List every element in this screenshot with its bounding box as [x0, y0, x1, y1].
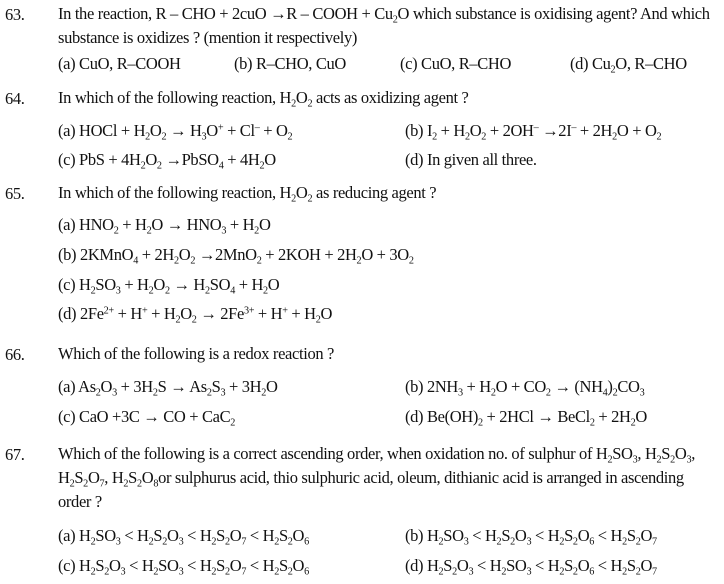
question-stem: In which of the following reaction, $H_2O_2$ as reducing agent ? [58, 183, 437, 205]
option-c: (c) CuO, R–CHO [400, 54, 512, 73]
question-number: 65. [5, 184, 25, 203]
option-b: (b) R–CHO, CuO [234, 54, 346, 73]
option-c: (c) CaO +3C → CO + CaC$_2$ [58, 407, 235, 429]
option-d: (d) $H_2S_2O_3 < H_2SO_3 < H_2S_2O_6 < H_2S_2O_7$ [405, 556, 657, 578]
option-a: (a) HOCl + $H_2O_2 \to H_3O^+ + Cl^- + O_2$ [58, 121, 293, 143]
option-a: (a) $As_2O_3 + 3H_2S \to As_2S_3 + 3H_2O$ [58, 377, 278, 399]
question-stem: Which of the following is a correct ascending order, when oxidation no. of sulphur of $H_2SO_3$, $H_2S_2O_3$, $H_2S_2O_7$, $H_2S_2O_8or$ sulphurus acid, thio sulphuric acid, oleum, dithianic acid is arranged in ascending order ? [58, 444, 695, 511]
question-number: 66. [5, 345, 25, 364]
option-d: (d) $Be(OH)_2 + 2HCl$ → BeCl$_2$ + $2H_2O$ [405, 407, 647, 429]
option-b: (b) $2NH_3 + H_2O + CO_2 \to (NH_4)_2CO_3$ [405, 377, 645, 399]
question-stem: Which of the following is a redox reaction ? [58, 344, 335, 363]
question-stem: In which of the following reaction, $H_2O_2$ acts as oxidizing agent ? [58, 88, 469, 110]
option-c: (c) $H_2SO_3 + H_2O_2 \to H_2SO_4 + H_2O$ [58, 275, 280, 297]
option-d: (d) $2Fe^{2+} + H^+ + H_2O_2 \to 2Fe^{3+} + H^+ + H_2O$ [58, 304, 333, 326]
option-b: (b) $I_2 + H_2O_2 + 2OH^- \to 2I^- + 2H_2O + O_2$ [405, 121, 662, 143]
question-number: 63. [5, 5, 25, 24]
option-c: (c) PbS + $4H_2O_2$ →PbSO$_4$ + $4H_2O$ [58, 150, 276, 172]
option-b: (b) $H_2SO_3 < H_2S_2O_3 < H_2S_2O_6 < H_2S_2O_7$ [405, 526, 657, 548]
option-c: (c) $H_2S_2O_3 < H_2SO_3 < H_2S_2O_7 < H_2S_2O_6$ [58, 556, 309, 578]
option-a: (a) $HNO_2 + H_2O \to HNO_3 + H_2O$ [58, 215, 271, 237]
question-stem: In the reaction, R – CHO + 2cuO →R – COOH + $Cu_2O$ which substance is oxidising agent? And which substance is oxidizes ? (mention it respectively) [58, 4, 710, 47]
question-number: 67. [5, 445, 25, 464]
option-a: (a) $H_2SO_3 < H_2S_2O_3 < H_2S_2O_7 < H_2S_2O_6$ [58, 526, 309, 548]
question-number: 64. [5, 89, 25, 108]
option-a: (a) CuO, R–COOH [58, 54, 181, 73]
option-b: (b) 2KMnO$_4$ + $2H_2O_2 \to 2MnO_2 + 2KOH + 2H_2O + 3O_2$ [58, 245, 414, 267]
option-d: (d) $Cu_2O$, R–CHO [570, 54, 687, 76]
option-d: (d) In given all three. [405, 150, 537, 169]
